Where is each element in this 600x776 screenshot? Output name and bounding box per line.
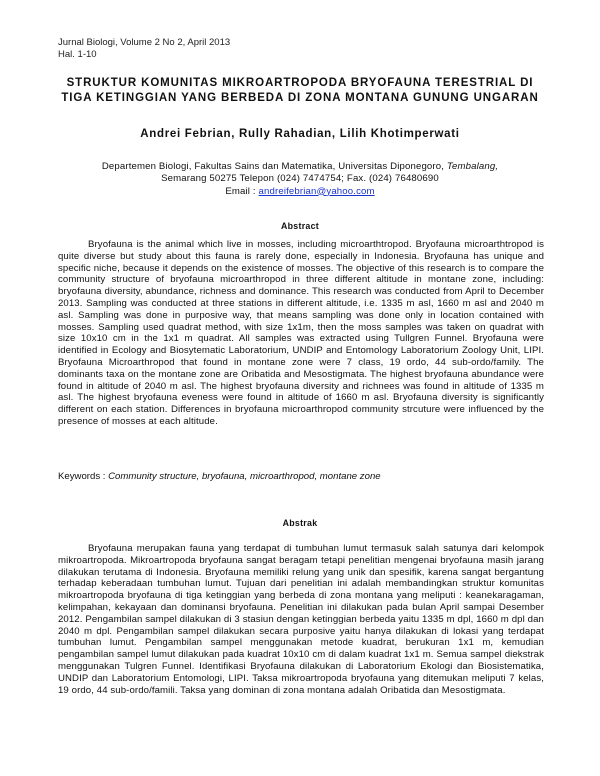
journal-header bbox=[58, 37, 230, 61]
affiliation bbox=[60, 161, 540, 198]
abstrak-body: Bryofauna merupakan fauna yang terdapat di tumbuhan lumut termasuk salah satunya dari kelompok mikroartropoda. Mikroartropoda bryofauna sangat beragam tetapi penelitian mengenai bryofauna masih jarang dilakukan terutama di Indonesia. Bryofauna memiliki relung yang unik dan spesifik, karena sangat bergantung terhadap keberadaan tumbuhan lumut. Tujuan dari penelitian ini adalah membandingkan struktur komunitas mikroartropoda bryofauna di tiga ketinggian yang berbeda di zona montana yang meliputi : keanekaragaman, kelimpahan, kekayaan dan dominansi bryofauna. Penelitian ini dilakukan pada bulan April sampai Desember 2012. Pengambilan sampel dilakukan di 3 stasiun dengan ketinggian berbeda yaitu 1335 m dpl, 1660 m dpl dan 2040 m dpl. Pengambilan sampel dilakukan secara purposive yaitu hanya dilakukan di lokasi yang terdapat tumbuhan lumut. Pengambilan sampel menggunakan metode kuadrat, berukuran 1x1 m, kemudian pengambilan sampel lumut dilakukan pada kuadrat 10x10 cm di dalam kuadrat 1x1 m. Semua sampel diekstrak menggunakan Tulgren Funnel. Identifikasi Bryofauna dilakukan di Laboratorium Ekologi dan Biosistematika, UNDIP dan Laboratorium Entomologi, LIPI. Taksa mikroartropoda bryofauna yang ditemukan meliputi 7 kelas, 19 ordo, 44 sub-ordo/famili. Taksa yang dominan di zona montana adalah Oribatida dan Mesostigmata. bbox=[58, 543, 544, 696]
email-link[interactable]: andreifebrian@yahoo.com bbox=[258, 185, 375, 197]
author-list: Andrei Febrian, Rully Rahadian, Lilih Khotimperwati bbox=[140, 128, 460, 140]
affiliation-line-2: Semarang 50275 Telepon (024) 7474754; Fax. (024) 76480690 bbox=[161, 173, 439, 185]
email-line bbox=[60, 186, 540, 198]
page-range: Hal. 1-10 bbox=[58, 49, 97, 60]
email-label: Email : bbox=[225, 185, 259, 197]
abstrak-heading: Abstrak bbox=[282, 518, 318, 528]
keywords-values: Community structure, bryofauna, microarthropod, montane zone bbox=[108, 471, 381, 482]
affiliation-line-1 bbox=[60, 161, 540, 173]
keywords bbox=[58, 471, 544, 483]
abstract-body: Bryofauna is the animal which live in mosses, including microarthtropod. Bryofauna microarthtropod is quite diverse but study about this fauna is rarely done, especially in Indonesia. Bryofauna has unique and specific niche, because it depends on the existence of mosses. The objective of this research is to compare the community structure of bryofauna microarthropod in three different altitude in montane zone, including: bryofauna diversity, abundance, richness and dominance. This research was conducted from April to December 2013. Sampling was conducted at three stations in different altitude, i.e. 1335 m asl, 1660 m asl and 2040 m asl. Sampling was done in purposive way, that means sampling was done only in location contained with mosses. Sampling used quadrat method, with size 1x1m, then the moss samples was taken on quadrat with size 10x10 cm in the 1x1 m quadrat. All samples was extracted using Tullgren Funnel. Bryofauna were identified in Ecology and Biosytematic Laboratorium, UNDIP and Entomology Laboratorium Zoology Unit, LIPI. Bryofauna Microarthropod that found in montane zone were 7 class, 19 ordo, 44 sub-ordo/family. The dominants taxa on the montane zone are Oribatida and Mesostigmata. The highest bryofauna abundance were found in altitude of 2040 m asl. The highest bryofauna diversity and richnees was found in altitude of 1335 m asl. The highest bryofauna eveness were found in altitude of 1660 m asl. Bryofauna diversity is significantly different on each station. Differences in bryofauna microarthropod community strcuture were influenced by the presence of mosses at each altitude. bbox=[58, 239, 544, 427]
affiliation-institution: Departemen Biologi, Fakultas Sains dan Matematika, Universitas Diponegoro, bbox=[101, 161, 447, 172]
affiliation-city: Tembalang, bbox=[446, 161, 499, 172]
paper-title: STRUKTUR KOMUNITAS MIKROARTROPODA BRYOFAUNA TERESTRIAL DI TIGA KETINGGIAN YANG BERBEDA DI ZONA MONTANA GUNUNG UNGARAN bbox=[61, 77, 539, 104]
journal-citation: Jurnal Biologi, Volume 2 No 2, April 2013 bbox=[58, 37, 231, 48]
keywords-label: Keywords : bbox=[58, 471, 109, 482]
abstract-heading: Abstract bbox=[280, 221, 320, 231]
